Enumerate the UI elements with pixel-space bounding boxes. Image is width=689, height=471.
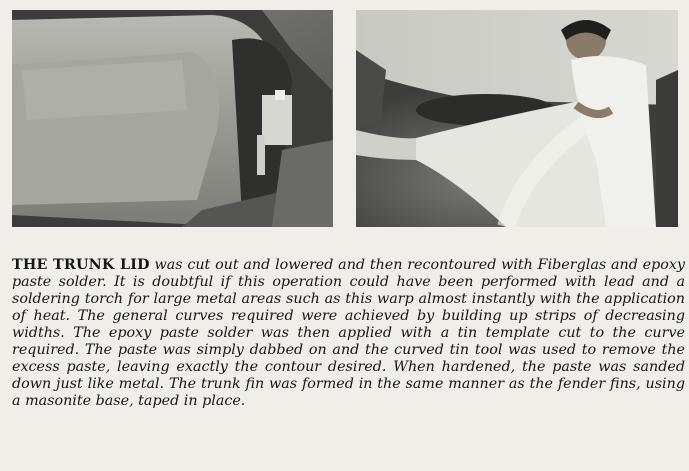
trunk-lid-photo [12, 10, 333, 227]
caption-body: was cut out and lowered and then recontoured with Fiberglas and epoxy paste solder. It is doubtful if this operation could have been performed with lead and a soldering torch for large metal areas such as this warp almost instantly with the application of heat. The general curves required were achieved by building up strips of decreasing widths. The epoxy paste solder was then applied with a tin template cut to the curve required. The paste was simply dabbed on and the curved tin tool was used to remove the excess paste, leaving exactly the contour desired. When hardened, the paste was sanded down just like metal. The trunk fin was formed in the same manner as the fender fins, using a masonite base, taped in place. [12, 257, 685, 410]
fiberglas-work-image [356, 10, 678, 227]
fiberglas-work-photo [356, 10, 678, 227]
caption-lead: THE TRUNK LID [12, 257, 150, 273]
trunk-lid-image [12, 10, 333, 227]
photo-caption [12, 257, 685, 410]
